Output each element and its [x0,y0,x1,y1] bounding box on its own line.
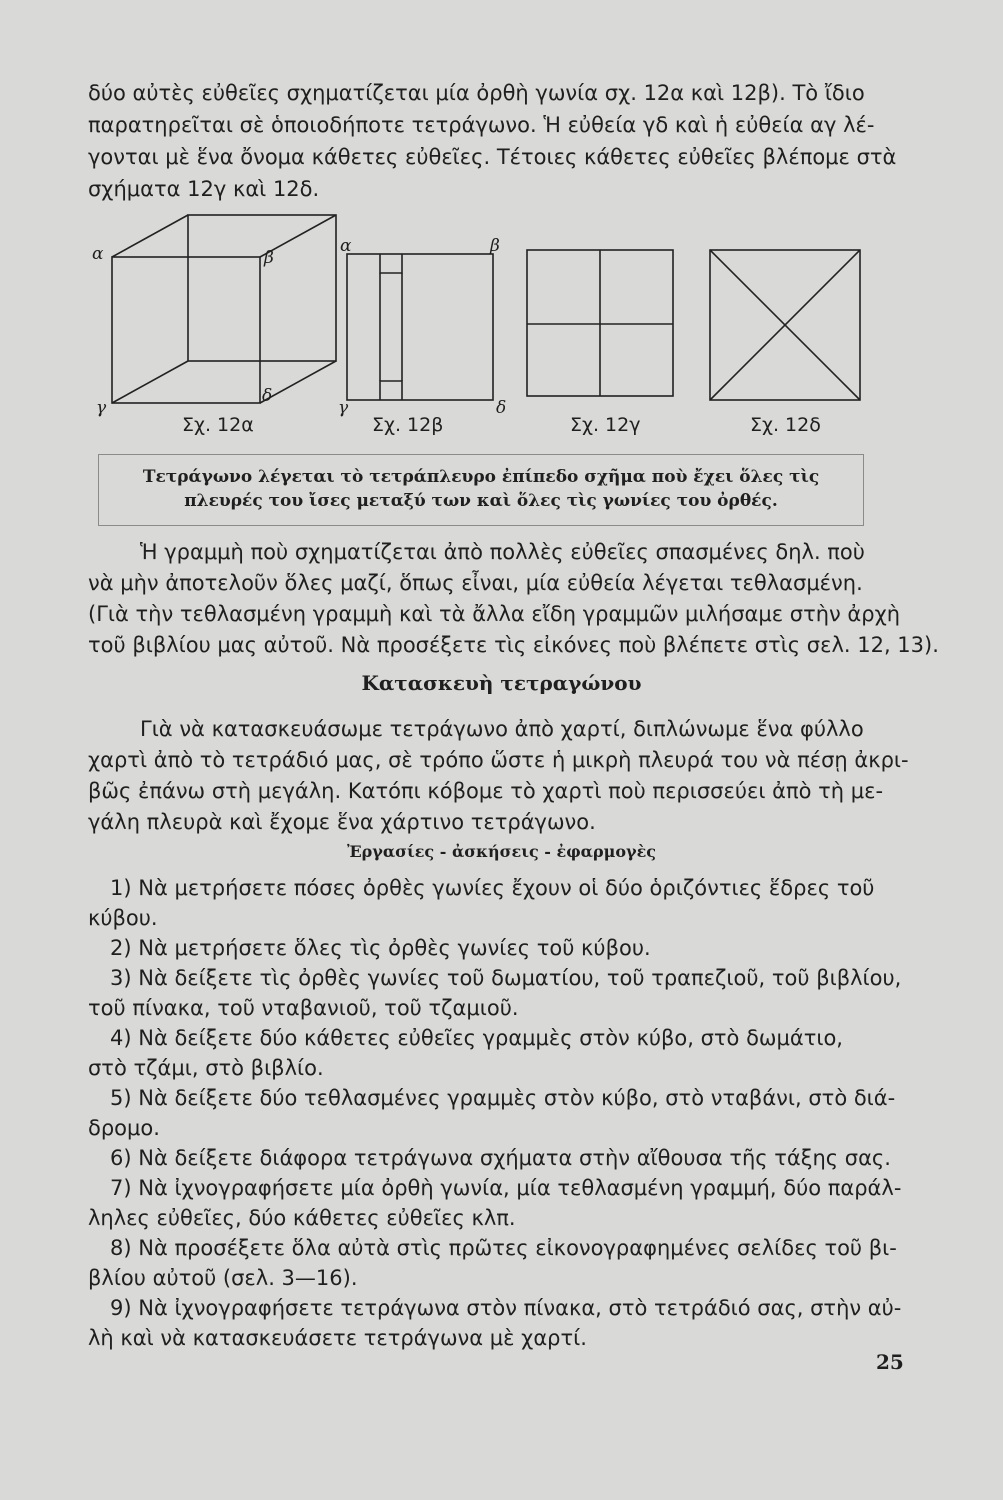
exercises-heading: Ἐργασίες - ἀσκήσεις - ἐφαρμογὲς [346,842,657,861]
definition-box [98,454,864,526]
cube-label-b: β [264,248,274,268]
exercise-line-13: 8) Νὰ προσέξετε ὅλα αὐτὰ στὶς πρῶτες εἰκονογραφημένες σελίδες τοῦ βι- [110,1236,897,1260]
exercise-line-12: ληλες εὐθεῖες, δύο κάθετες εὐθεῖες κλπ. [88,1206,516,1230]
square-figure-12b [347,254,493,400]
section-heading: Κατασκευὴ τετραγώνου [361,671,642,695]
exercise-line-15: 9) Νὰ ἰχνογραφήσετε τετράγωνα στὸν πίνακα, στὸ τετράδιό σας, στὴν αὐ- [110,1296,902,1320]
cube-label-g: γ [96,398,107,418]
para2-line-1: Γιὰ νὰ κατασκευάσωμε τετράγωνο ἀπὸ χαρτί, διπλώνωμε ἕνα φύλλο [140,717,864,741]
definition-line-2: πλευρές του ἴσες μεταξύ των καὶ ὅλες τὶς γωνίες του ὀρθές. [184,491,778,511]
cube-figure [112,215,336,403]
caption-12c: Σχ. 12γ [570,414,641,436]
intro-line-4: σχήματα 12γ καὶ 12δ. [88,177,320,201]
exercise-line-16: λὴ καὶ νὰ κατασκευάσετε τετράγωνα μὲ χαρτί. [88,1326,587,1350]
cube-label-a: α [92,244,104,264]
exercise-line-3: 2) Νὰ μετρήσετε ὅλες τὶς ὀρθὲς γωνίες τοῦ κύβου. [110,936,651,960]
exercise-line-7: στὸ τζάμι, στὸ βιβλίο. [88,1056,324,1080]
para1-line-2: νὰ μὴν ἀποτελοῦν ὅλες μαζί, ὅπως εἶναι, μία εὐθεία λέγεται τεθλασμένη. [88,571,863,595]
para1-line-3: (Γιὰ τὴν τεθλασμένη γραμμὴ καὶ τὰ ἄλλα εἴδη γραμμῶν μιλήσαμε στὴν ἀρχὴ [88,602,901,626]
intro-line-1: δύο αὐτὲς εὐθεῖες σχηματίζεται μία ὀρθὴ γωνία σχ. 12α καὶ 12β). Τὸ ἴδιο [88,81,865,105]
square-figure-12d [710,250,860,400]
para1-line-1: Ἡ γραμμὴ ποὺ σχηματίζεται ἀπὸ πολλὲς εὐθεῖες σπασμένες δηλ. ποὺ [140,540,865,564]
caption-12d: Σχ. 12δ [750,414,821,436]
para2-line-4: γάλη πλευρὰ καὶ ἔχομε ἕνα χάρτινο τετράγωνο. [88,810,596,834]
square-figure-12c [527,250,673,396]
figures-row [0,0,1003,460]
intro-line-3: γονται μὲ ἕνα ὄνομα κάθετες εὐθεῖες. Τέτοιες κάθετες εὐθεῖες βλέπομε στὰ [88,145,897,169]
page-number: 25 [876,1350,904,1374]
exercise-line-2: κύβου. [88,906,158,930]
exercise-line-14: βλίου αὐτοῦ (σελ. 3—16). [88,1266,358,1290]
exercise-line-1: 1) Νὰ μετρήσετε πόσες ὀρθὲς γωνίες ἔχουν οἱ δύο ὁριζόντιες ἕδρες τοῦ [110,876,875,900]
exercise-line-5: τοῦ πίνακα, τοῦ νταβανιοῦ, τοῦ τζαμιοῦ. [88,996,519,1020]
square-label-d: δ [496,398,507,418]
para2-line-3: βῶς ἐπάνω στὴ μεγάλη. Κατόπι κόβομε τὸ χαρτὶ ποὺ περισσεύει ἀπὸ τὴ με- [88,779,884,803]
square-label-g: γ [338,398,349,418]
square-label-b: β [490,236,500,256]
square-label-a: α [340,236,352,256]
caption-12b: Σχ. 12β [372,414,444,436]
exercise-line-10: 6) Νὰ δείξετε διάφορα τετράγωνα σχήματα στὴν αἴθουσα τῆς τάξης σας. [110,1146,891,1170]
para1-line-4: τοῦ βιβλίου μας αὐτοῦ. Νὰ προσέξετε τὶς εἰκόνες ποὺ βλέπετε στὶς σελ. 12, 13). [88,633,939,657]
exercise-line-8: 5) Νὰ δείξετε δύο τεθλασμένες γραμμὲς στὸν κύβο, στὸ νταβάνι, στὸ διά- [110,1086,896,1110]
exercise-line-4: 3) Νὰ δείξετε τὶς ὀρθὲς γωνίες τοῦ δωματίου, τοῦ τραπεζιοῦ, τοῦ βιβλίου, [110,966,902,990]
exercise-line-6: 4) Νὰ δείξετε δύο κάθετες εὐθεῖες γραμμὲς στὸν κύβο, στὸ δωμάτιο, [110,1026,843,1050]
definition-line-1: Τετράγωνο λέγεται τὸ τετράπλευρο ἐπίπεδο σχῆμα ποὺ ἔχει ὅλες τὶς [142,467,820,487]
para2-line-2: χαρτὶ ἀπὸ τὸ τετράδιό μας, σὲ τρόπο ὥστε ἡ μικρὴ πλευρά του νὰ πέσῃ ἀκρι- [88,748,909,772]
intro-line-2: παρατηρεῖται σὲ ὁποιοδήποτε τετράγωνο. Ἡ εὐθεία γδ καὶ ἡ εὐθεία αγ λέ- [88,113,875,137]
caption-12a: Σχ. 12α [182,414,254,436]
exercise-line-11: 7) Νὰ ἰχνογραφήσετε μία ὀρθὴ γωνία, μία τεθλασμένη γραμμή, δύο παράλ- [110,1176,902,1200]
exercise-line-9: δρομο. [88,1116,160,1140]
cube-label-d: δ [262,386,273,406]
